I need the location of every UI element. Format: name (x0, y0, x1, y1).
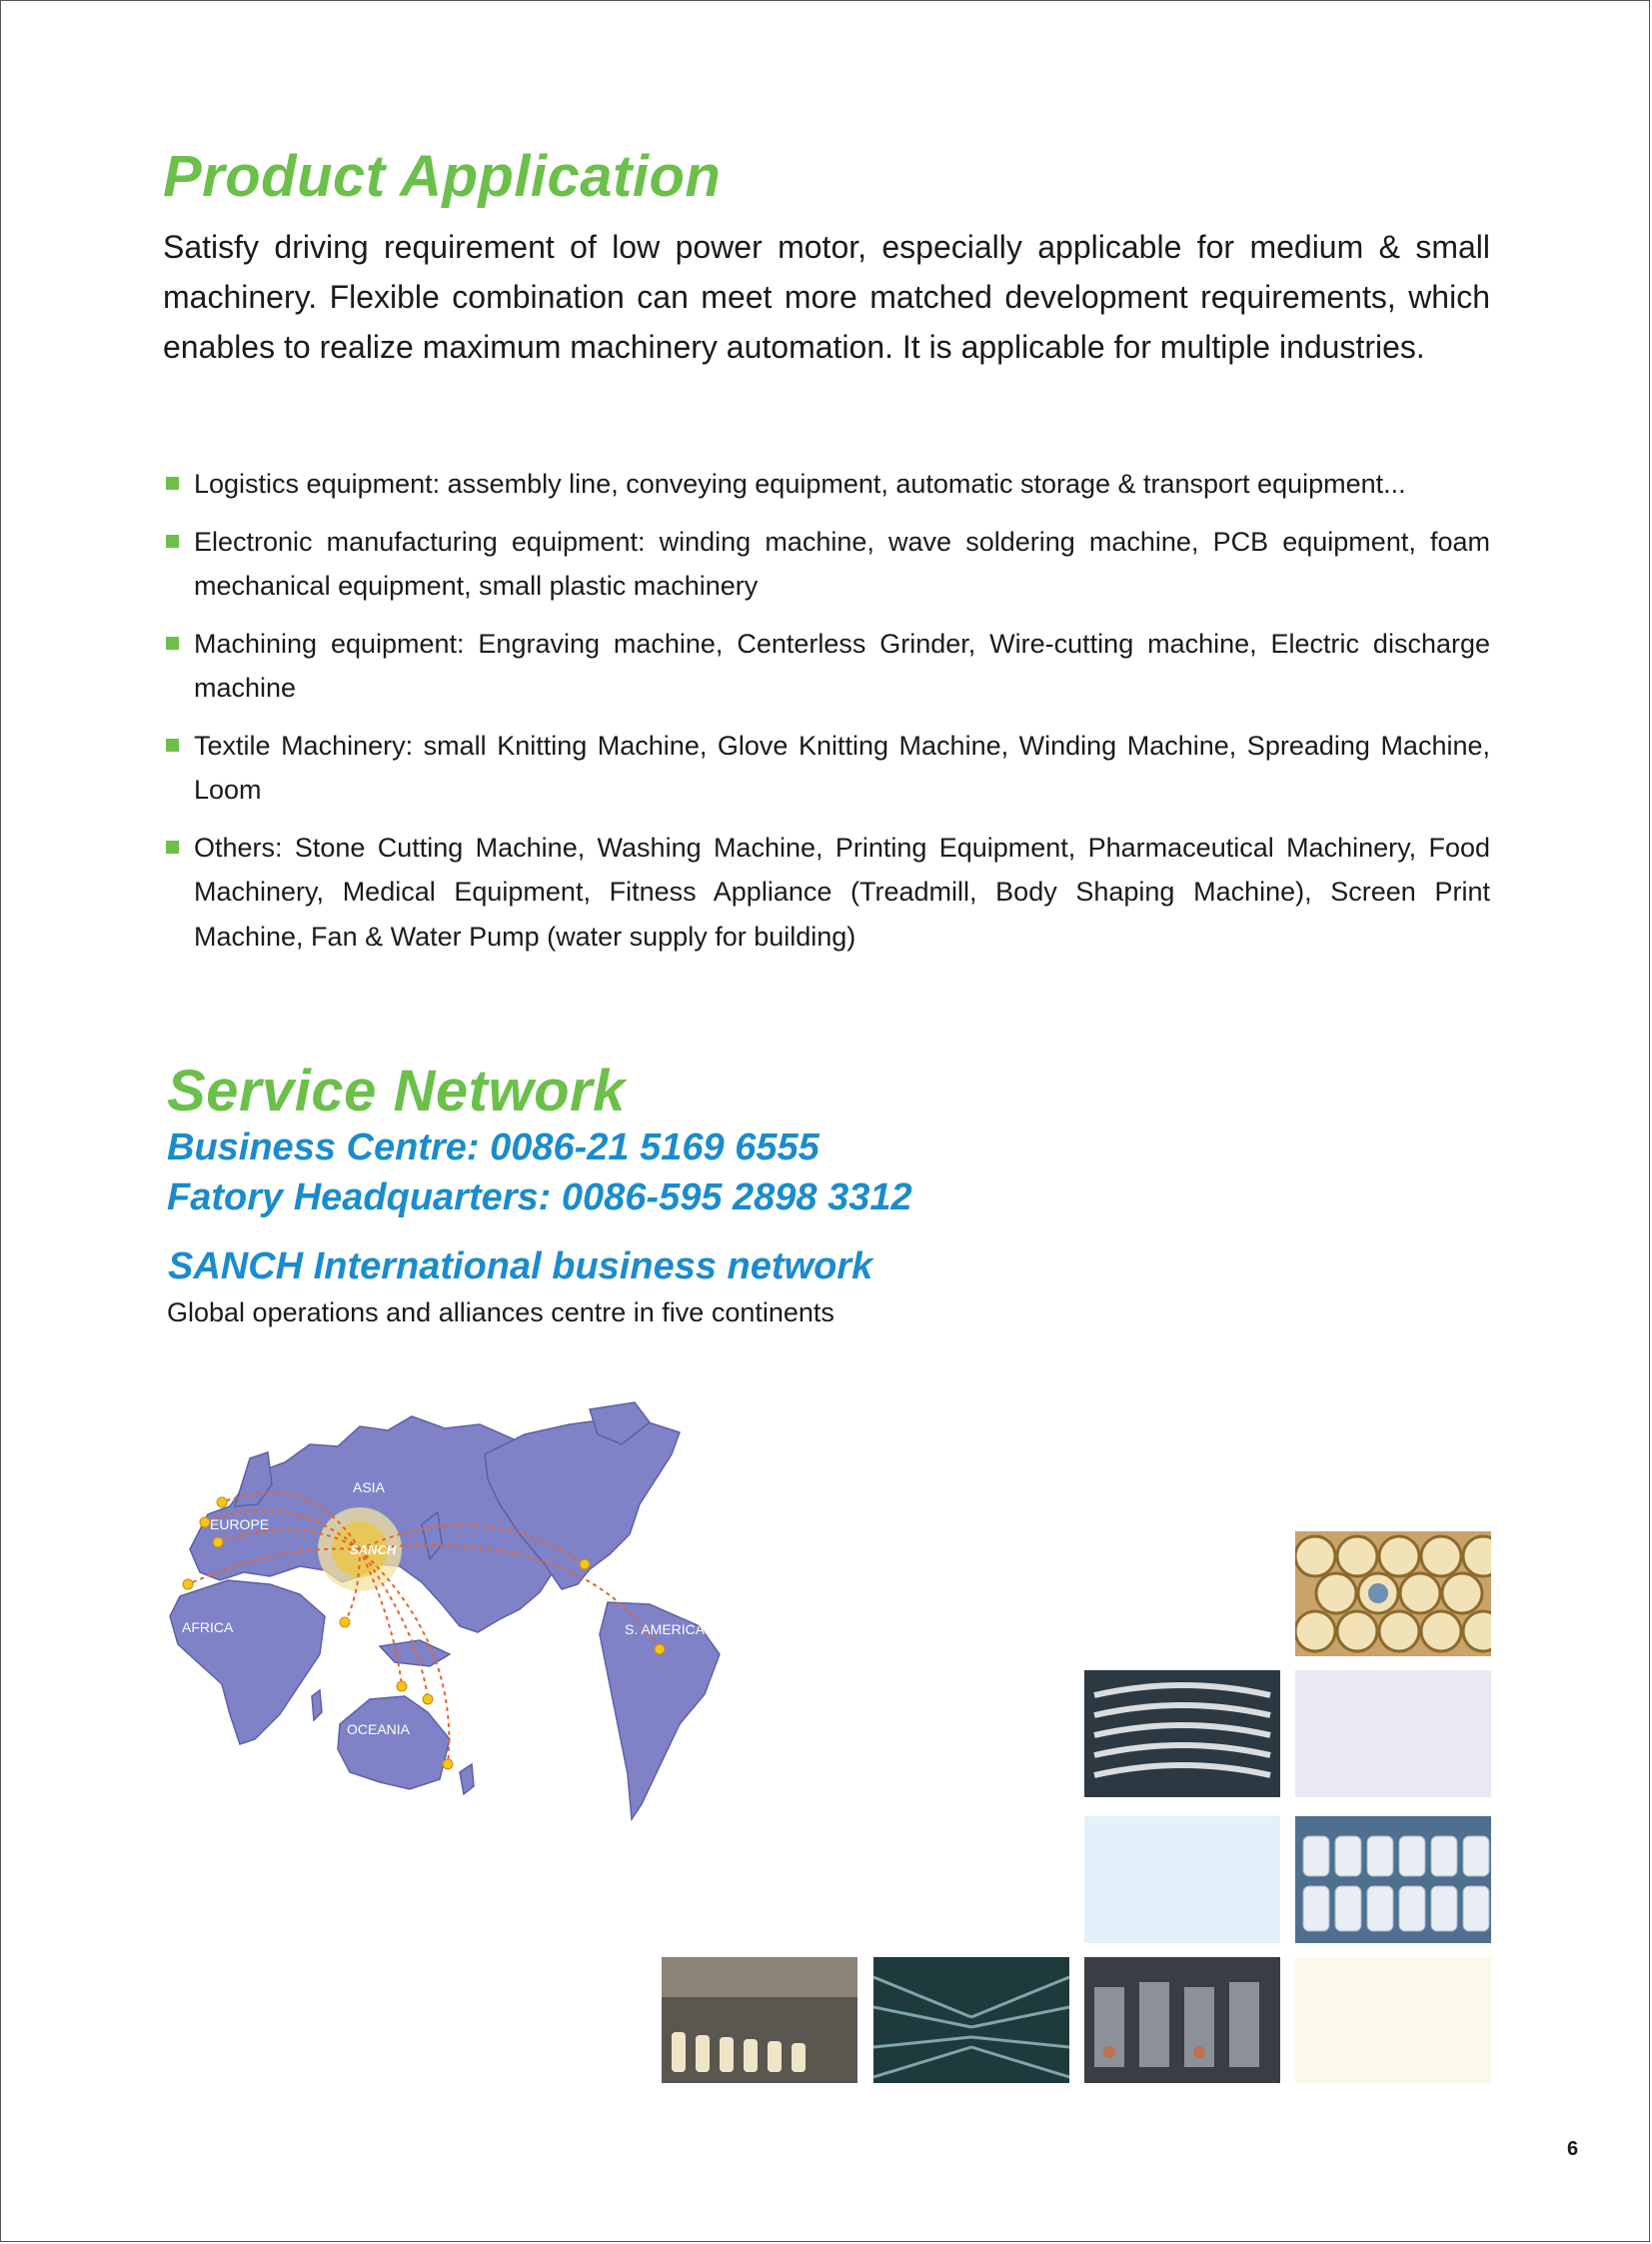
label-oceania: OCEANIA (347, 1721, 411, 1737)
madagascar-shape (312, 1690, 322, 1720)
list-item: Textile Machinery: small Knitting Machine, Glove Knitting Machine, Winding Machine, Spreading Machine, Loom (163, 724, 1490, 813)
warehouse-rack-photo (873, 1957, 1069, 2083)
bullet-icon (166, 637, 179, 650)
light-blue-block (1084, 1816, 1280, 1943)
office-dot (213, 1537, 223, 1547)
bullet-icon (166, 739, 179, 752)
application-list (163, 462, 1490, 972)
network-title: SANCH International business network (168, 1245, 873, 1287)
label-asia: ASIA (353, 1479, 385, 1495)
list-item: Others: Stone Cutting Machine, Washing Machine, Printing Equipment, Pharmaceutical Machinery, Food Machinery, Medical Equipment, Fitness Appliance (Treadmill, Body Shaping Machine), Screen Print Machine, Fan & Water Pump (water supply for building) (163, 826, 1490, 960)
lavender-block (1295, 1670, 1491, 1797)
africa-shape (170, 1580, 325, 1744)
product-application-intro: Satisfy driving requirement of low power motor, especially applicable for medium & small machinery. Flexible combination can meet more matched development requirements, which enables to realize maximum machinery automation. It is applicable for multiple industries. (163, 229, 1490, 365)
bullet-icon (166, 841, 179, 854)
spinning-mill-photo (662, 1957, 857, 2083)
label-s-america: S. AMERICA (625, 1621, 706, 1637)
australia-shape (338, 1696, 450, 1789)
business-centre-phone: Business Centre: 0086-21 5169 6555 (167, 1126, 820, 1168)
coil-machine-photo (1084, 1670, 1280, 1797)
world-map-graphic (160, 1394, 1019, 1914)
service-network-title: Service Network (167, 1059, 626, 1123)
indonesia-shape (380, 1640, 450, 1666)
office-dot (340, 1617, 350, 1627)
factory-headquarters-phone: Fatory Headquarters: 0086-595 2898 3312 (167, 1176, 912, 1218)
list-item: Logistics equipment: assembly line, conveying equipment, automatic storage & transport equipment... (163, 462, 1490, 507)
honeycomb-photo (1295, 1531, 1491, 1656)
list-item: Machining equipment: Engraving machine, Centerless Grinder, Wire-cutting machine, Electric discharge machine (163, 622, 1490, 711)
label-europe: EUROPE (210, 1516, 270, 1532)
landmasses (170, 1402, 720, 1819)
office-dot (183, 1579, 193, 1589)
label-africa: AFRICA (182, 1619, 234, 1635)
office-dot (580, 1559, 590, 1569)
new-zealand-shape (460, 1764, 474, 1794)
network-description: Global operations and alliances centre in five continents (167, 1297, 834, 1327)
world-map (160, 1394, 1019, 1914)
office-dot (200, 1517, 210, 1527)
label-hub: SANCH (350, 1542, 397, 1557)
office-dot (443, 1759, 453, 1769)
office-dot (397, 1681, 407, 1691)
list-item: Electronic manufacturing equipment: winding machine, wave soldering machine, PCB equipment, foam mechanical equipment, small plastic machinery (163, 520, 1490, 609)
knitting-machines-photo (1084, 1957, 1280, 2083)
cream-block (1295, 1957, 1491, 2083)
office-dot (655, 1644, 665, 1654)
yarn-spools-photo (1295, 1816, 1491, 1943)
bullet-icon (166, 477, 179, 490)
bullet-icon (166, 535, 179, 548)
office-dot (217, 1497, 227, 1507)
product-application-title: Product Application (163, 144, 722, 209)
office-dot (423, 1694, 433, 1704)
page-number: 6 (1567, 2138, 1579, 2160)
